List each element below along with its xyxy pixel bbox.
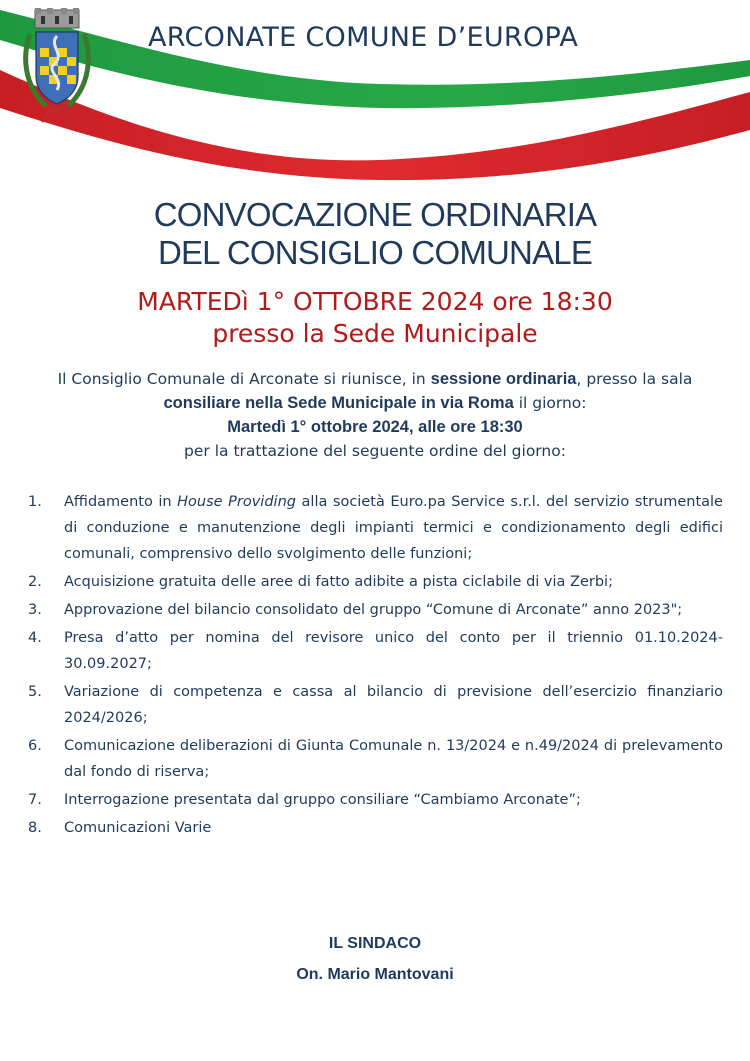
signature-name: On. Mario Mantovani	[296, 966, 454, 983]
agenda-item	[28, 679, 723, 731]
title-line-2: DEL CONSIGLIO COMUNALE	[157, 234, 593, 271]
agenda-item	[28, 569, 723, 595]
agenda-item-text: Interrogazione presentata dal gruppo consiliare “Cambiamo Arconate”;	[64, 792, 581, 808]
agenda-item-number: 4.	[28, 630, 42, 646]
agenda-item-text: Comunicazioni Varie	[64, 820, 212, 836]
agenda-item-text: Variazione di competenza e cassa al bilancio di previsione dell’esercizio finanziario 2024/2026;	[64, 684, 723, 726]
agenda-item	[28, 625, 723, 677]
agenda-item	[28, 815, 723, 841]
intro-line-1	[20, 367, 730, 391]
agenda-list	[28, 489, 723, 843]
agenda-item	[28, 489, 723, 567]
agenda-item-number: 8.	[28, 820, 42, 836]
agenda-item-text: Presa d’atto per nomina del revisore unico del conto per il triennio 01.10.2024-30.09.2027;	[64, 630, 723, 672]
agenda-item-text-italic: House Providing	[177, 494, 296, 510]
agenda-item-number: 2.	[28, 574, 42, 590]
agenda-item	[28, 787, 723, 813]
agenda-item-text: Acquisizione gratuita delle aree di fatto adibite a pista ciclabile di via Zerbi;	[64, 574, 613, 590]
intro-text-1: Il Consiglio Comunale di Arconate si riunisce, in	[57, 370, 431, 388]
intro-session-type: sessione ordinaria	[430, 370, 577, 388]
title-line-1: CONVOCAZIONE ORDINARIA	[153, 196, 597, 233]
agenda-item-text: Approvazione del bilancio consolidato del gruppo “Comune di Arconate” anno 2023";	[64, 602, 683, 618]
agenda-item-text-post: alla società Euro.pa Service s.r.l. del servizio strumentale di conduzione e manutenzione degli impianti termici e condizionamento degli edifici comunali, comprensivo dello svolgimento delle funzioni;	[64, 494, 723, 562]
municipal-crest-icon	[18, 6, 96, 124]
meeting-date	[0, 286, 750, 350]
intro-text-3: il giorno:	[513, 394, 587, 412]
agenda-item	[28, 733, 723, 785]
signature-role: IL SINDACO	[328, 935, 422, 952]
signature-block	[0, 928, 750, 990]
meeting-date-line-1: MARTEDì 1° OTTOBRE 2024 ore 18:30	[137, 287, 613, 316]
agenda-item-number: 6.	[28, 738, 42, 754]
agenda-item-text	[64, 494, 723, 562]
intro-date: Martedì 1° ottobre 2024, alle ore 18:30	[227, 418, 523, 436]
agenda-item-number: 1.	[28, 494, 42, 510]
agenda-item-number: 7.	[28, 792, 42, 808]
intro-closing: per la trattazione del seguente ordine del giorno:	[184, 442, 566, 460]
meeting-venue-line: presso la Sede Municipale	[212, 319, 538, 348]
intro-line-2	[20, 391, 730, 415]
intro-paragraph	[20, 367, 730, 463]
intro-text-2: , presso la sala	[576, 370, 693, 388]
agenda-item-number: 3.	[28, 602, 42, 618]
page-title	[0, 196, 750, 272]
agenda-item-number: 5.	[28, 684, 42, 700]
agenda-item-text-pre: Affidamento in	[64, 494, 178, 510]
header-title: ARCONATE COMUNE D’EUROPA	[148, 22, 579, 53]
intro-location: consiliare nella Sede Municipale in via Roma	[163, 394, 514, 412]
agenda-item	[28, 597, 723, 623]
agenda-item-text: Comunicazione deliberazioni di Giunta Comunale n. 13/2024 e n.49/2024 di prelevamento dal fondo di riserva;	[64, 738, 723, 780]
